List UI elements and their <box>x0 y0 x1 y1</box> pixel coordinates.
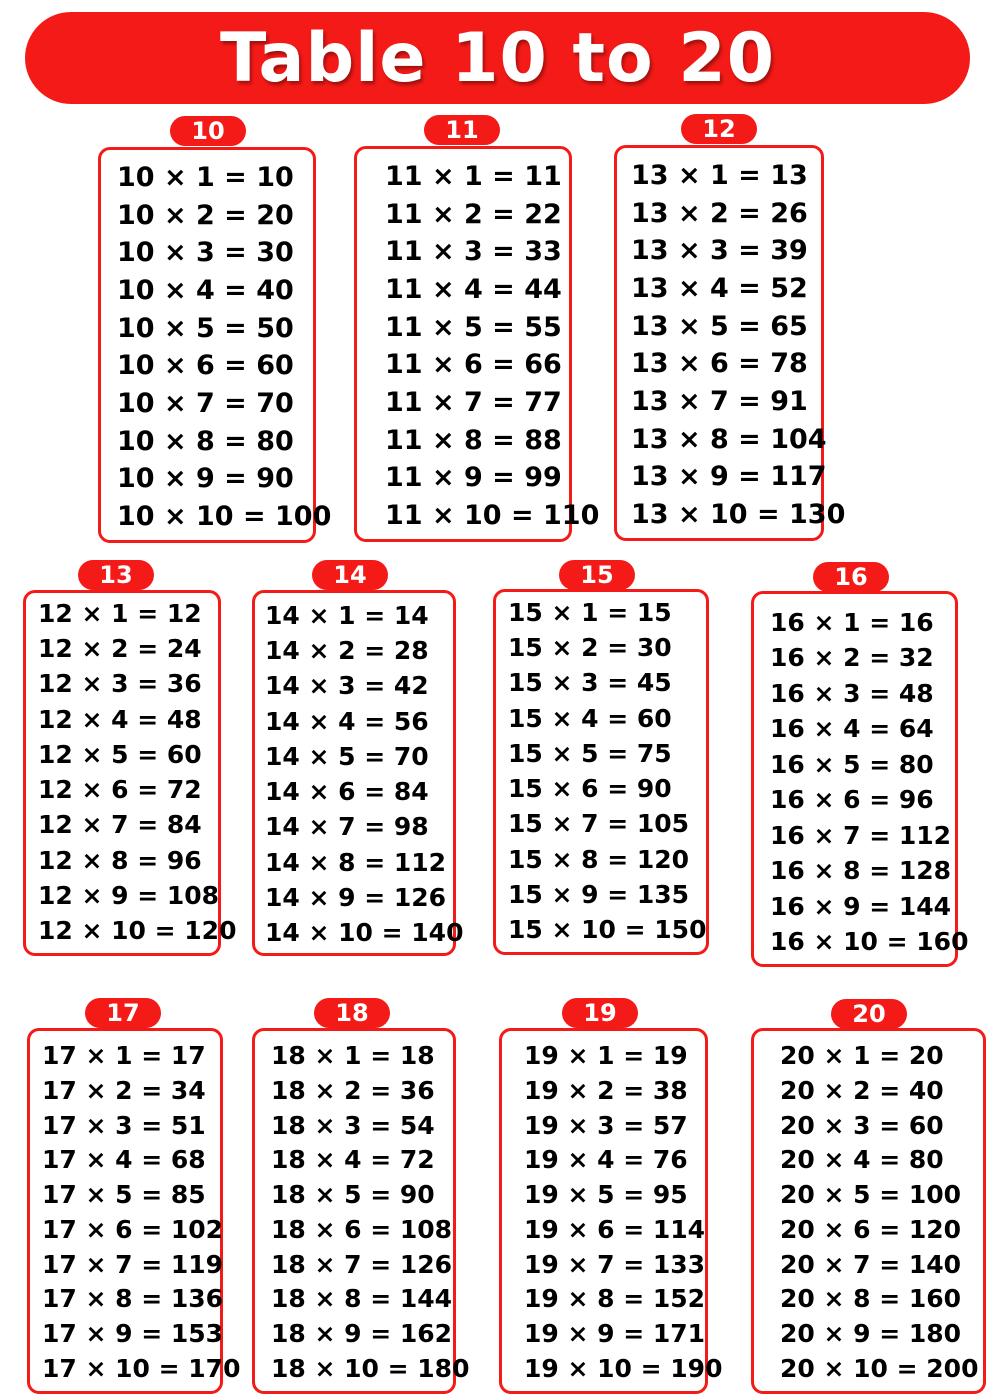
table-row: 18 × 8 = 144 <box>271 1284 453 1314</box>
table-row: 15 × 1 = 15 <box>508 598 672 627</box>
table-row: 18 × 10 = 180 <box>271 1353 470 1383</box>
table-row: 11 × 7 = 77 <box>385 386 562 418</box>
table-row: 19 × 9 = 171 <box>524 1319 706 1349</box>
table-row: 13 × 4 = 52 <box>631 272 808 304</box>
table-row: 10 × 4 = 40 <box>117 274 294 306</box>
table-number-badge: 18 <box>314 998 390 1028</box>
table-row: 16 × 3 = 48 <box>770 678 934 708</box>
table-row: 12 × 8 = 96 <box>38 845 202 875</box>
table-number-badge: 16 <box>813 562 889 592</box>
table-row: 11 × 5 = 55 <box>385 311 562 343</box>
table-row: 19 × 4 = 76 <box>524 1145 688 1175</box>
table-row: 12 × 9 = 108 <box>38 880 220 910</box>
table-row: 12 × 6 = 72 <box>38 775 202 805</box>
table-row: 11 × 3 = 33 <box>385 236 562 268</box>
table-row: 14 × 7 = 98 <box>265 812 429 842</box>
table-row: 15 × 2 = 30 <box>508 633 672 663</box>
table-row: 20 × 7 = 140 <box>780 1249 962 1279</box>
table-number-badge: 14 <box>312 560 388 590</box>
table-row: 19 × 5 = 95 <box>524 1180 688 1210</box>
table-row: 16 × 5 = 80 <box>770 749 934 779</box>
table-number-badge: 10 <box>170 116 246 146</box>
table-row: 17 × 8 = 136 <box>42 1284 224 1314</box>
table-row: 13 × 7 = 91 <box>631 385 808 417</box>
table-row: 11 × 4 = 44 <box>385 273 562 305</box>
table-number-badge: 12 <box>681 114 757 144</box>
table-row: 14 × 1 = 14 <box>265 601 429 630</box>
table-row: 15 × 3 = 45 <box>508 668 672 698</box>
table-number-badge: 11 <box>424 115 500 145</box>
table-row: 11 × 6 = 66 <box>385 349 562 381</box>
table-row: 12 × 5 = 60 <box>38 739 202 769</box>
table-row: 18 × 3 = 54 <box>271 1110 435 1140</box>
multiplication-table-12 <box>614 145 846 541</box>
table-number-badge: 13 <box>78 560 154 590</box>
table-row: 15 × 4 = 60 <box>508 703 672 733</box>
table-row: 17 × 3 = 51 <box>42 1110 206 1140</box>
table-row: 12 × 7 = 84 <box>38 810 202 840</box>
table-row: 18 × 9 = 162 <box>271 1319 453 1349</box>
table-row: 19 × 3 = 57 <box>524 1110 688 1140</box>
table-row: 17 × 10 = 170 <box>42 1353 241 1383</box>
multiplication-table-16 <box>751 591 969 967</box>
table-row: 10 × 2 = 20 <box>117 199 294 231</box>
table-row: 16 × 9 = 144 <box>770 891 952 921</box>
table-row: 13 × 9 = 117 <box>631 461 827 493</box>
multiplication-table-11 <box>354 146 600 542</box>
table-row: 16 × 8 = 128 <box>770 856 952 886</box>
table-row: 13 × 3 = 39 <box>631 235 808 267</box>
table-row: 15 × 8 = 120 <box>508 844 690 874</box>
table-row: 10 × 10 = 100 <box>117 500 332 532</box>
table-row: 11 × 1 = 11 <box>385 161 562 192</box>
table-row: 14 × 5 = 70 <box>265 741 429 771</box>
table-row: 16 × 7 = 112 <box>770 820 952 850</box>
table-row: 10 × 3 = 30 <box>117 237 294 269</box>
table-row: 10 × 6 = 60 <box>117 350 294 382</box>
table-row: 19 × 10 = 190 <box>524 1353 723 1383</box>
table-row: 13 × 2 = 26 <box>631 197 808 229</box>
table-row: 18 × 6 = 108 <box>271 1214 453 1244</box>
table-row: 20 × 1 = 20 <box>780 1041 944 1070</box>
table-row: 20 × 5 = 100 <box>780 1180 962 1210</box>
table-row: 17 × 7 = 119 <box>42 1249 224 1279</box>
table-row: 20 × 6 = 120 <box>780 1214 962 1244</box>
table-row: 10 × 5 = 50 <box>117 312 294 344</box>
table-row: 18 × 7 = 126 <box>271 1249 453 1279</box>
table-row: 19 × 7 = 133 <box>524 1249 706 1279</box>
table-row: 12 × 4 = 48 <box>38 704 202 734</box>
page-title: Table 10 to 20 <box>219 18 776 98</box>
table-row: 17 × 5 = 85 <box>42 1180 206 1210</box>
table-row: 15 × 9 = 135 <box>508 879 690 909</box>
table-row: 16 × 1 = 16 <box>770 608 934 637</box>
table-row: 20 × 8 = 160 <box>780 1284 962 1314</box>
table-row: 10 × 1 = 10 <box>117 162 294 193</box>
table-row: 19 × 6 = 114 <box>524 1214 706 1244</box>
table-row: 20 × 2 = 40 <box>780 1075 944 1105</box>
title-banner <box>25 12 970 104</box>
table-row: 13 × 8 = 104 <box>631 423 827 455</box>
multiplication-table-15 <box>493 589 709 955</box>
table-row: 14 × 6 = 84 <box>265 777 429 807</box>
table-row: 18 × 1 = 18 <box>271 1041 435 1070</box>
table-row: 12 × 2 = 24 <box>38 634 202 664</box>
table-row: 13 × 10 = 130 <box>631 498 846 530</box>
table-row: 18 × 4 = 72 <box>271 1145 435 1175</box>
table-row: 13 × 5 = 65 <box>631 310 808 342</box>
table-number-badge: 15 <box>559 560 635 590</box>
table-row: 15 × 10 = 150 <box>508 914 707 944</box>
table-number-badge: 19 <box>562 998 638 1028</box>
table-number-badge: 17 <box>85 998 161 1028</box>
table-row: 10 × 8 = 80 <box>117 425 294 457</box>
table-row: 14 × 10 = 140 <box>265 917 464 947</box>
table-row: 12 × 1 = 12 <box>38 599 202 628</box>
table-row: 14 × 9 = 126 <box>265 882 447 912</box>
table-row: 15 × 5 = 75 <box>508 738 672 768</box>
multiplication-table-14 <box>252 590 464 956</box>
table-row: 16 × 4 = 64 <box>770 714 934 744</box>
table-row: 13 × 6 = 78 <box>631 348 808 380</box>
table-row: 17 × 4 = 68 <box>42 1145 206 1175</box>
table-row: 16 × 2 = 32 <box>770 643 934 673</box>
table-row: 14 × 4 = 56 <box>265 706 429 736</box>
table-row: 15 × 7 = 105 <box>508 809 690 839</box>
table-row: 20 × 10 = 200 <box>780 1353 979 1383</box>
table-row: 16 × 10 = 160 <box>770 926 969 956</box>
table-row: 15 × 6 = 90 <box>508 774 672 804</box>
table-row: 19 × 8 = 152 <box>524 1284 706 1314</box>
table-row: 14 × 2 = 28 <box>265 636 429 666</box>
table-row: 12 × 3 = 36 <box>38 669 202 699</box>
table-row: 17 × 1 = 17 <box>42 1041 206 1070</box>
table-row: 11 × 2 = 22 <box>385 198 562 230</box>
table-row: 14 × 3 = 42 <box>265 671 429 701</box>
table-row: 11 × 8 = 88 <box>385 424 562 456</box>
table-row: 18 × 2 = 36 <box>271 1075 435 1105</box>
table-row: 17 × 6 = 102 <box>42 1214 224 1244</box>
table-row: 11 × 9 = 99 <box>385 462 562 494</box>
table-row: 14 × 8 = 112 <box>265 847 447 877</box>
table-row: 20 × 4 = 80 <box>780 1145 944 1175</box>
multiplication-table-20 <box>751 1028 986 1394</box>
table-row: 10 × 9 = 90 <box>117 463 294 495</box>
table-number-badge: 20 <box>831 999 907 1029</box>
multiplication-table-17 <box>27 1028 241 1394</box>
multiplication-table-19 <box>499 1028 723 1394</box>
table-row: 16 × 6 = 96 <box>770 785 934 815</box>
table-row: 19 × 2 = 38 <box>524 1075 688 1105</box>
table-row: 10 × 7 = 70 <box>117 387 294 419</box>
table-row: 17 × 2 = 34 <box>42 1075 206 1105</box>
table-row: 12 × 10 = 120 <box>38 915 237 945</box>
table-row: 18 × 5 = 90 <box>271 1180 435 1210</box>
multiplication-table-13 <box>23 590 237 956</box>
table-row: 19 × 1 = 19 <box>524 1041 688 1070</box>
table-row: 20 × 3 = 60 <box>780 1110 944 1140</box>
table-row: 11 × 10 = 110 <box>385 499 600 531</box>
table-row: 13 × 1 = 13 <box>631 160 808 191</box>
multiplication-table-10 <box>98 147 332 543</box>
multiplication-table-18 <box>252 1028 470 1394</box>
table-row: 20 × 9 = 180 <box>780 1319 962 1349</box>
table-row: 17 × 9 = 153 <box>42 1319 224 1349</box>
